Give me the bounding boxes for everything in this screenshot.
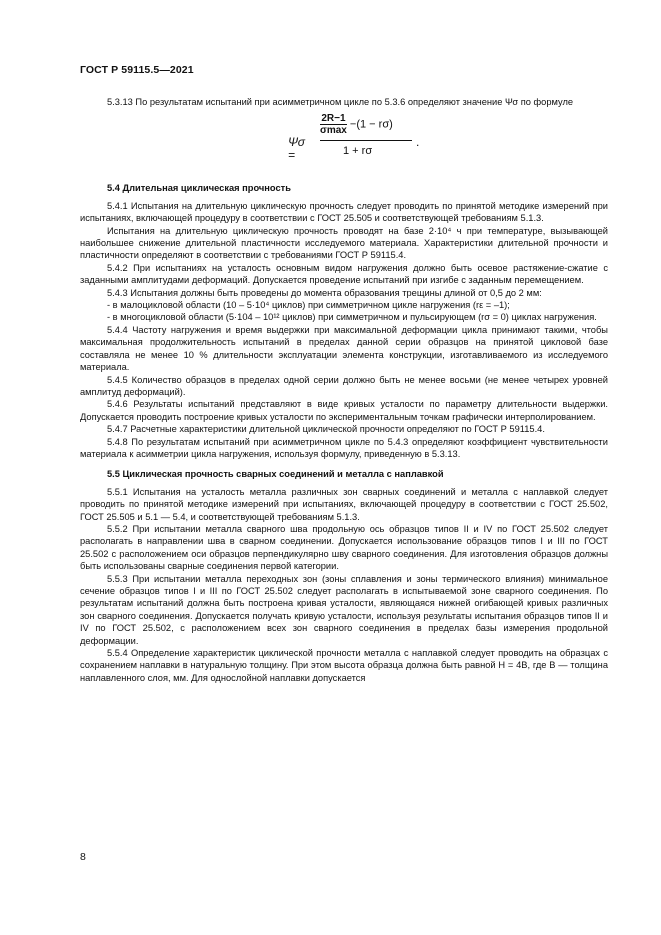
formula-lhs: Ψσ = <box>288 135 305 162</box>
formula-numerator <box>320 113 393 136</box>
paragraph-5-4-6: 5.4.6 Результаты испытаний представляют в виде кривых усталости по параметру длительности выдержки. Допускается проводить построение кривых усталости по экспериментальным точкам графически интерполированием. <box>80 399 608 422</box>
page-number: 8 <box>80 851 86 863</box>
section-heading-5-5: 5.5 Циклическая прочность сварных соединений и металла с наплавкой <box>107 469 444 480</box>
formula-denominator: 1 + rσ <box>343 145 373 158</box>
paragraph-5-4-1-cont: Испытания на длительную циклическую прочность проводят на базе 2·10⁴ ч при температуре, вызывающей наибольшее снижение длительной пластичности исследуемого материала. Характеристики длительной прочности и пластичности определяют в соответствии с требованиями ГОСТ Р 59115.4. <box>80 225 608 261</box>
paragraph-5-4-3: 5.4.3 Испытания должны быть проведены до момента образования трещины длиной от 0,5 до 2 мм: <box>107 287 542 298</box>
list-item-low-cycle: - в малоцикловой области (10 – 5·10⁴ циклов) при симметричном цикле нагружения (rε = –1); <box>107 300 510 311</box>
list-item-high-cycle: - в многоцикловой области (5·104 – 10¹² циклов) при симметричном и пульсирующем (rσ = 0) циклах нагружения. <box>107 312 597 323</box>
paragraph-5-4-4: 5.4.4 Частоту нагружения и время выдержки при максимальной деформации цикла принимают такими, чтобы максимальная продолжительность испытаний в пределах данной серии образцов на принятой цикловой базе составляла не менее 10 % длительности эксплуатации элемента конструкции, изготавливаемого из исследуемого материала. <box>80 324 608 373</box>
formula-end: . <box>416 135 420 150</box>
paragraph-5-5-3: 5.5.3 При испытании металла переходных зон (зоны сплавления и зоны термического влияния) минимальное сечение образцов типов I и III по ГОСТ 25.502 следует располагать в испытываемой зоне сварного соединения. По результатам испытаний должна быть построена кривая усталости, являющаяся нижней огибающей кривых различных зон сварного соединения. Допускается получать кривую усталости, используя результаты испытания образцов типов II и IV по ГОСТ 25.502, с расположением всех зон сварного соединения в пределах базы измерения продольной деформации. <box>80 573 608 646</box>
paragraph-5-5-4: 5.5.4 Определение характеристик циклической прочности металла с наплавкой следует проводить на образцах с сохранением наплавки в натуральную толщину. При этом высота образца должна быть равной H = 4B, где B — толщина наплавленного слоя, мм. Для однослойной наплавки допускается <box>80 648 608 683</box>
formula-inner-bottom: σmax <box>320 125 347 137</box>
formula-numerator-rest: −(1 − rσ) <box>349 118 393 131</box>
paragraph-5-4-7: 5.4.7 Расчетные характеристики длительной циклической прочности определяют по ГОСТ Р 59115.4. <box>107 424 545 435</box>
paragraph-5-4-1: 5.4.1 Испытания на длительную циклическую прочность следует проводить по принятой методике измерений при испытаниях, включающей процедуру в соответствии с ГОСТ 25.505 и соответствующей требованиям 5.1.3. <box>80 200 608 224</box>
paragraph-5-5-2: 5.5.2 При испытании металла сварного шва продольную ось образцов типов II и IV по ГОСТ 25.502 следует располагать в направлении шва в сварном соединении. Допускается использование образцов типов I и III по ГОСТ 25.502 с расположением оси образцов перпендикулярно шву сварного соединения. Для изготовления образцов должны быть использованы сварные соединения первой категории. <box>80 523 608 572</box>
paragraph-5-5-1: 5.5.1 Испытания на усталость металла различных зон сварных соединений и металла с наплавкой следует проводить по принятой методике измерений при испытаниях, включающей процедуру в соответствии с ГОСТ 25.502, ГОСТ 25.505 и 5.1 — 5.4, и соответствующей требованиям 5.1.3. <box>80 486 608 522</box>
paragraph-5-4-8: 5.4.8 По результатам испытаний при асимметричном цикле по 5.4.3 определяют коэффициент чувствительности материала к асимметрии цикла нагружения, используя формулу, приведенную в 5.3.13. <box>80 436 608 459</box>
section-heading-5-4: 5.4 Длительная циклическая прочность <box>107 183 291 194</box>
page-body <box>80 96 608 684</box>
paragraph-5-3-13: 5.3.13 По результатам испытаний при асимметричном цикле по 5.3.6 определяют значение Ψσ по формуле <box>107 97 574 107</box>
document-header: ГОСТ Р 59115.5—2021 <box>80 64 194 76</box>
paragraph-5-4-5: 5.4.5 Количество образцов в пределах одной серии должно быть не менее восьми (не менее четырех уровней амплитуд деформаций). <box>80 374 608 397</box>
formula-inner-fraction <box>320 113 347 136</box>
formula-fraction-line <box>320 140 412 141</box>
formula-inner-top: 2R−1 <box>321 113 346 125</box>
paragraph-5-4-2: 5.4.2 При испытаниях на усталость основным видом нагружения должно быть осевое растяжение-сжатие с заданными амплитудами деформаций. Допускается проведение испытаний при изгибе с заданным перемещением. <box>80 262 608 286</box>
formula-block <box>80 112 608 176</box>
